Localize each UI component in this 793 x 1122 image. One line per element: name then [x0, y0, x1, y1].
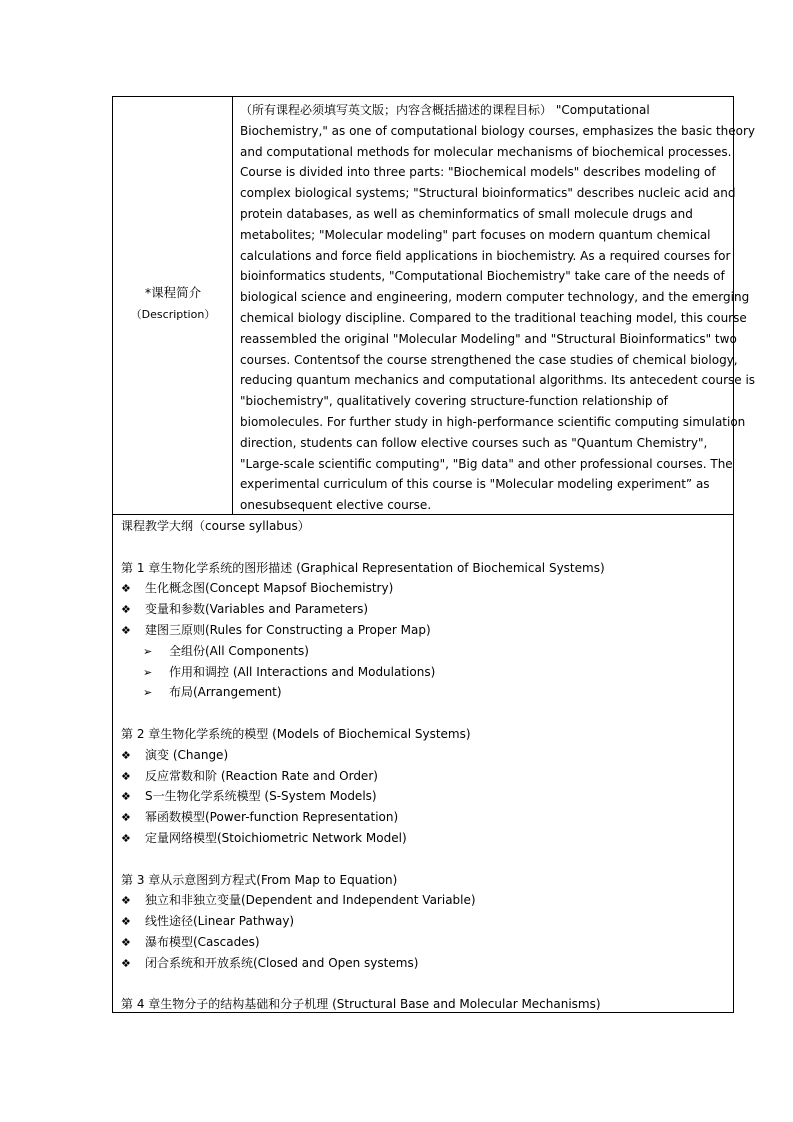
list-item-text: 反应常数和阶 (Reaction Rate and Order) [145, 768, 378, 783]
description-line: protein databases, as well as cheminformatics of small molecule drugs and [240, 206, 693, 221]
description-line: reducing quantum mechanics and computational algorithms. Its antecedent course is [240, 373, 756, 388]
diamond-bullet-icon: ❖ [121, 894, 131, 908]
sub-list-item [121, 641, 731, 662]
list-item [121, 953, 731, 974]
description-text [240, 100, 756, 516]
diamond-bullet-icon: ❖ [121, 582, 131, 596]
diamond-bullet-icon: ❖ [121, 623, 131, 637]
arrow-bullet-icon: ➢ [143, 686, 153, 700]
description-label-en: （Description） [130, 308, 216, 321]
diamond-bullet-icon: ❖ [121, 603, 131, 617]
chapter-2-title: 第 2 章生物化学系统的模型 (Models of Biochemical Systems) [121, 726, 471, 741]
chapter-3-title: 第 3 章从示意图到方程式(From Map to Equation) [121, 872, 398, 887]
list-item-text: 定量网络模型(Stoichiometric Network Model) [145, 830, 407, 845]
sub-list-item-text: 作用和调控 (All Interactions and Modulations) [169, 664, 436, 679]
diamond-bullet-icon: ❖ [121, 915, 131, 929]
list-item [121, 599, 731, 620]
sub-list-item-text: 布局(Arrangement) [169, 685, 282, 700]
sub-list-item-text: 全组份(All Components) [169, 643, 309, 658]
description-line: biomolecules. For further study in high-performance scientific computing simulation [240, 414, 746, 429]
description-label-cell [113, 97, 233, 514]
description-line: experimental curriculum of this course is "Molecular modeling experiment” as [240, 477, 710, 492]
description-line: bioinformatics students, "Computational Biochemistry" take care of the needs of [240, 269, 725, 284]
description-line: reassembled the original "Molecular Modeling" and "Structural Bioinformatics" two [240, 331, 737, 346]
list-item [121, 766, 731, 787]
chapter-4-title: 第 4 章生物分子的结构基础和分子机理 (Structural Base and Molecular Mechanisms) [121, 997, 601, 1012]
list-item [121, 745, 731, 766]
description-line: chemical biology discipline. Compared to the traditional teaching model, this course [240, 310, 747, 325]
description-line: direction, students can follow elective courses such as "Quantum Chemistry", [240, 435, 708, 450]
description-label-cn: *课程简介 [144, 285, 202, 300]
description-line: （所有课程必须填写英文版；内容含概括描述的课程目标） "Computational [240, 103, 650, 117]
list-item-text: 幂函数模型(Power-function Representation) [145, 810, 399, 825]
diamond-bullet-icon: ❖ [121, 790, 131, 804]
course-info-table [112, 96, 756, 1013]
arrow-bullet-icon: ➢ [143, 665, 153, 679]
diamond-bullet-icon: ❖ [121, 748, 131, 762]
list-item-text: 瀑布模型(Cascades) [145, 934, 260, 949]
list-item [121, 807, 731, 828]
list-item-text: 变量和参数(Variables and Parameters) [145, 602, 369, 617]
description-line: complex biological systems; "Structural bioinformatics" describes nucleic acid and [240, 186, 736, 201]
list-item [121, 932, 731, 953]
description-line: metabolites; "Molecular modeling" part focuses on modern quantum chemical [240, 227, 711, 242]
list-item [121, 890, 731, 911]
diamond-bullet-icon: ❖ [121, 769, 131, 783]
diamond-bullet-icon: ❖ [121, 831, 131, 845]
list-item [121, 786, 731, 807]
list-item-text: S一生物化学系统模型 (S-System Models) [145, 789, 377, 804]
list-item-text: 独立和非独立变量(Dependent and Independent Variable) [145, 893, 476, 908]
list-item-text: 演变 (Change) [145, 747, 229, 762]
description-line: Biochemistry," as one of computational biology courses, emphasizes the basic theory [240, 123, 756, 138]
list-item-text: 建图三原则(Rules for Constructing a Proper Map) [145, 622, 431, 637]
diamond-bullet-icon: ❖ [121, 956, 131, 970]
syllabus-cell [121, 516, 731, 1015]
description-row [113, 97, 756, 515]
sub-list-item [121, 662, 731, 683]
list-item [121, 620, 731, 641]
list-item-text: 生化概念图(Concept Mapsof Biochemistry) [145, 581, 394, 596]
list-item [121, 911, 731, 932]
description-line: "Large-scale scientific computing", "Big data" and other professional courses. The [240, 456, 733, 471]
list-item [121, 828, 731, 849]
syllabus-heading: 课程教学大纲（course syllabus） [121, 519, 310, 533]
description-line: Course is divided into three parts: "Biochemical models" describes modeling of [240, 165, 716, 180]
diamond-bullet-icon: ❖ [121, 811, 131, 825]
description-line: onesubsequent elective course. [240, 498, 432, 513]
list-item [121, 578, 731, 599]
description-line: biological science and engineering, modern computer technology, and the emerging [240, 290, 750, 305]
list-item-text: 线性途径(Linear Pathway) [145, 914, 295, 929]
description-line: and computational methods for molecular mechanisms of biochemical processes. [240, 144, 732, 159]
description-line: courses. Contentsof the course strengthened the case studies of chemical biology, [240, 352, 738, 367]
description-line: calculations and force field applications in biochemistry. As a required courses for [240, 248, 731, 263]
arrow-bullet-icon: ➢ [143, 644, 153, 658]
sub-list-item [121, 682, 731, 703]
list-item-text: 闭合系统和开放系统(Closed and Open systems) [145, 955, 419, 970]
description-line: "biochemistry", qualitatively covering structure-function relationship of [240, 394, 668, 409]
chapter-1-title: 第 1 章生物化学系统的图形描述 (Graphical Representation of Biochemical Systems) [121, 560, 605, 575]
diamond-bullet-icon: ❖ [121, 935, 131, 949]
